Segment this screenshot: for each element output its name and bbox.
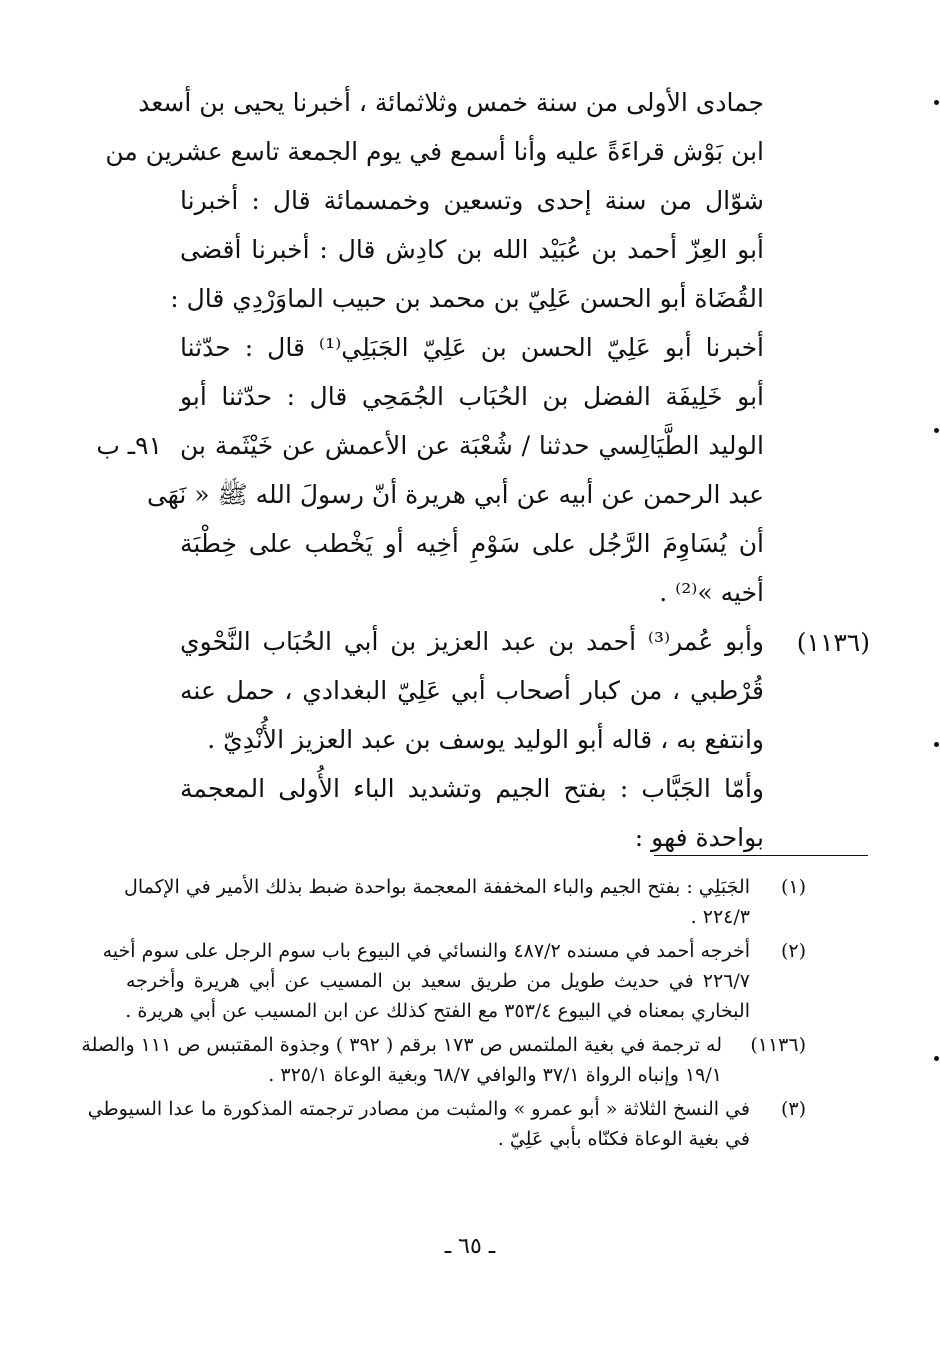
scan-dot <box>934 742 939 747</box>
text-line: وانتفع به ، قاله أبو الوليد يوسف بن عبد العزيز الأُنْدِيّ . <box>207 725 764 754</box>
entry-number: (١١٣٦) <box>796 628 870 657</box>
text-line: أخيه »⁽²⁾ . <box>659 578 764 607</box>
footnote-line: ١٩/١ وإنباه الرواة ٣٧/١ والوافي ٦٨/٧ وبغية الوعاة ٣٢٥/١ . <box>268 1064 722 1086</box>
text-line: بواحدة فهو : <box>634 823 764 852</box>
text-line: ابن بَوْش قراءَةً عليه وأنا أسمع في يوم الجمعة تاسع عشرين من <box>105 137 764 166</box>
footnote-line: في بغية الوعاة فكنّاه بأبي عَلِيّ . <box>497 1128 750 1150</box>
text-line: جمادى الأولى من سنة خمس وثلاثمائة ، أخبرنا يحيى بن أسعد <box>138 88 764 117</box>
footnote-line: أخرجه أحمد في مسنده ٤٨٧/٢ والنسائي في البيوع باب سوم الرجل على سوم أخيه <box>102 940 750 962</box>
footnote-number: (٢) <box>780 940 806 962</box>
footnote-line: ٢٢٤/٣ . <box>690 906 750 928</box>
footnote-line: له ترجمة في بغية الملتمس ص ١٧٣ برقم ( ٣٩٢ ) وجذوة المقتبس ص ١١١ والصلة <box>81 1034 722 1056</box>
folio-marker: ٩١ـ ب <box>96 431 162 460</box>
footnote-line: ٢٢٦/٧ في حديث طويل من طريق سعيد بن المسيب عن أبي هريرة وأخرجه <box>126 970 750 992</box>
scan-dot <box>934 1056 939 1061</box>
text-line: وأمّا الجَبَّاب : بفتح الجيم وتشديد الباء الأُولى المعجمة <box>180 774 764 803</box>
text-line: شوّال من سنة إحدى وتسعين وخمسمائة قال : أخبرنا <box>180 186 764 215</box>
footnote <box>126 872 806 932</box>
text-line: قُرْطبي ، من كبار أصحاب أبي عَلِيّ البغدادي ، حمل عنه <box>180 676 764 705</box>
footnote-separator <box>654 855 868 856</box>
footnote <box>87 1094 806 1154</box>
page-number: ـ ٦٥ ـ <box>444 1234 496 1259</box>
footnote-number: (١١٣٦) <box>750 1034 806 1056</box>
footnote-line: الجَبَلِي : بفتح الجيم والباء المخففة المعجمة بواحدة ضبط بذلك الأمير في الإكمال <box>124 876 750 898</box>
footnote-number: (١) <box>780 876 806 898</box>
footnote-line: البخاري بمعناه في البيوع ٣٥٣/٤ مع الفتح كذلك عن ابن المسيب عن أبي هريرة . <box>125 1000 750 1022</box>
text-line: وأبو عُمر⁽³⁾ أحمد بن عبد العزيز بن أبي الحُبَاب النَّحْوي <box>180 627 764 656</box>
text-line: أخبرنا أبو عَلِيّ الحسن بن عَلِيّ الجَبَلِي⁽¹⁾ قال : حدّثنا <box>180 333 764 362</box>
footnotes <box>81 872 806 1158</box>
text-line: الوليد الطَّيَالِسي حدثنا / شُعْبَة عن الأعمش عن خَيْثَمة بن <box>180 431 764 460</box>
text-line: القُضَاة أبو الحسن عَلِيّ بن محمد بن حبيب الماوَرْدِي قال : <box>170 284 764 313</box>
text-line: أن يُسَاوِمَ الرَّجُل على سَوْمِ أخِيه أو يَخْطب على خِطْبَة <box>180 529 764 558</box>
scan-dot <box>934 428 939 433</box>
footnote-number: (٣) <box>780 1098 806 1120</box>
text-line: عبد الرحمن عن أبيه عن أبي هريرة أنّ رسولَ الله ﷺ « نَهَى <box>146 480 764 509</box>
text-line: أبو خَلِيفَة الفضل بن الحُبَاب الجُمَحِي قال : حدّثنا أبو <box>180 382 764 411</box>
text-line: أبو العِزّ أحمد بن عُبَيْد الله بن كادِش قال : أخبرنا أقضى <box>180 235 764 264</box>
scan-dot <box>934 100 939 105</box>
footnote <box>81 1030 806 1090</box>
footnote <box>102 936 806 1026</box>
footnote-line: في النسخ الثلاثة « أبو عمرو » والمثبت من مصادر ترجمته المذكورة ما عدا السيوطي <box>87 1098 750 1120</box>
